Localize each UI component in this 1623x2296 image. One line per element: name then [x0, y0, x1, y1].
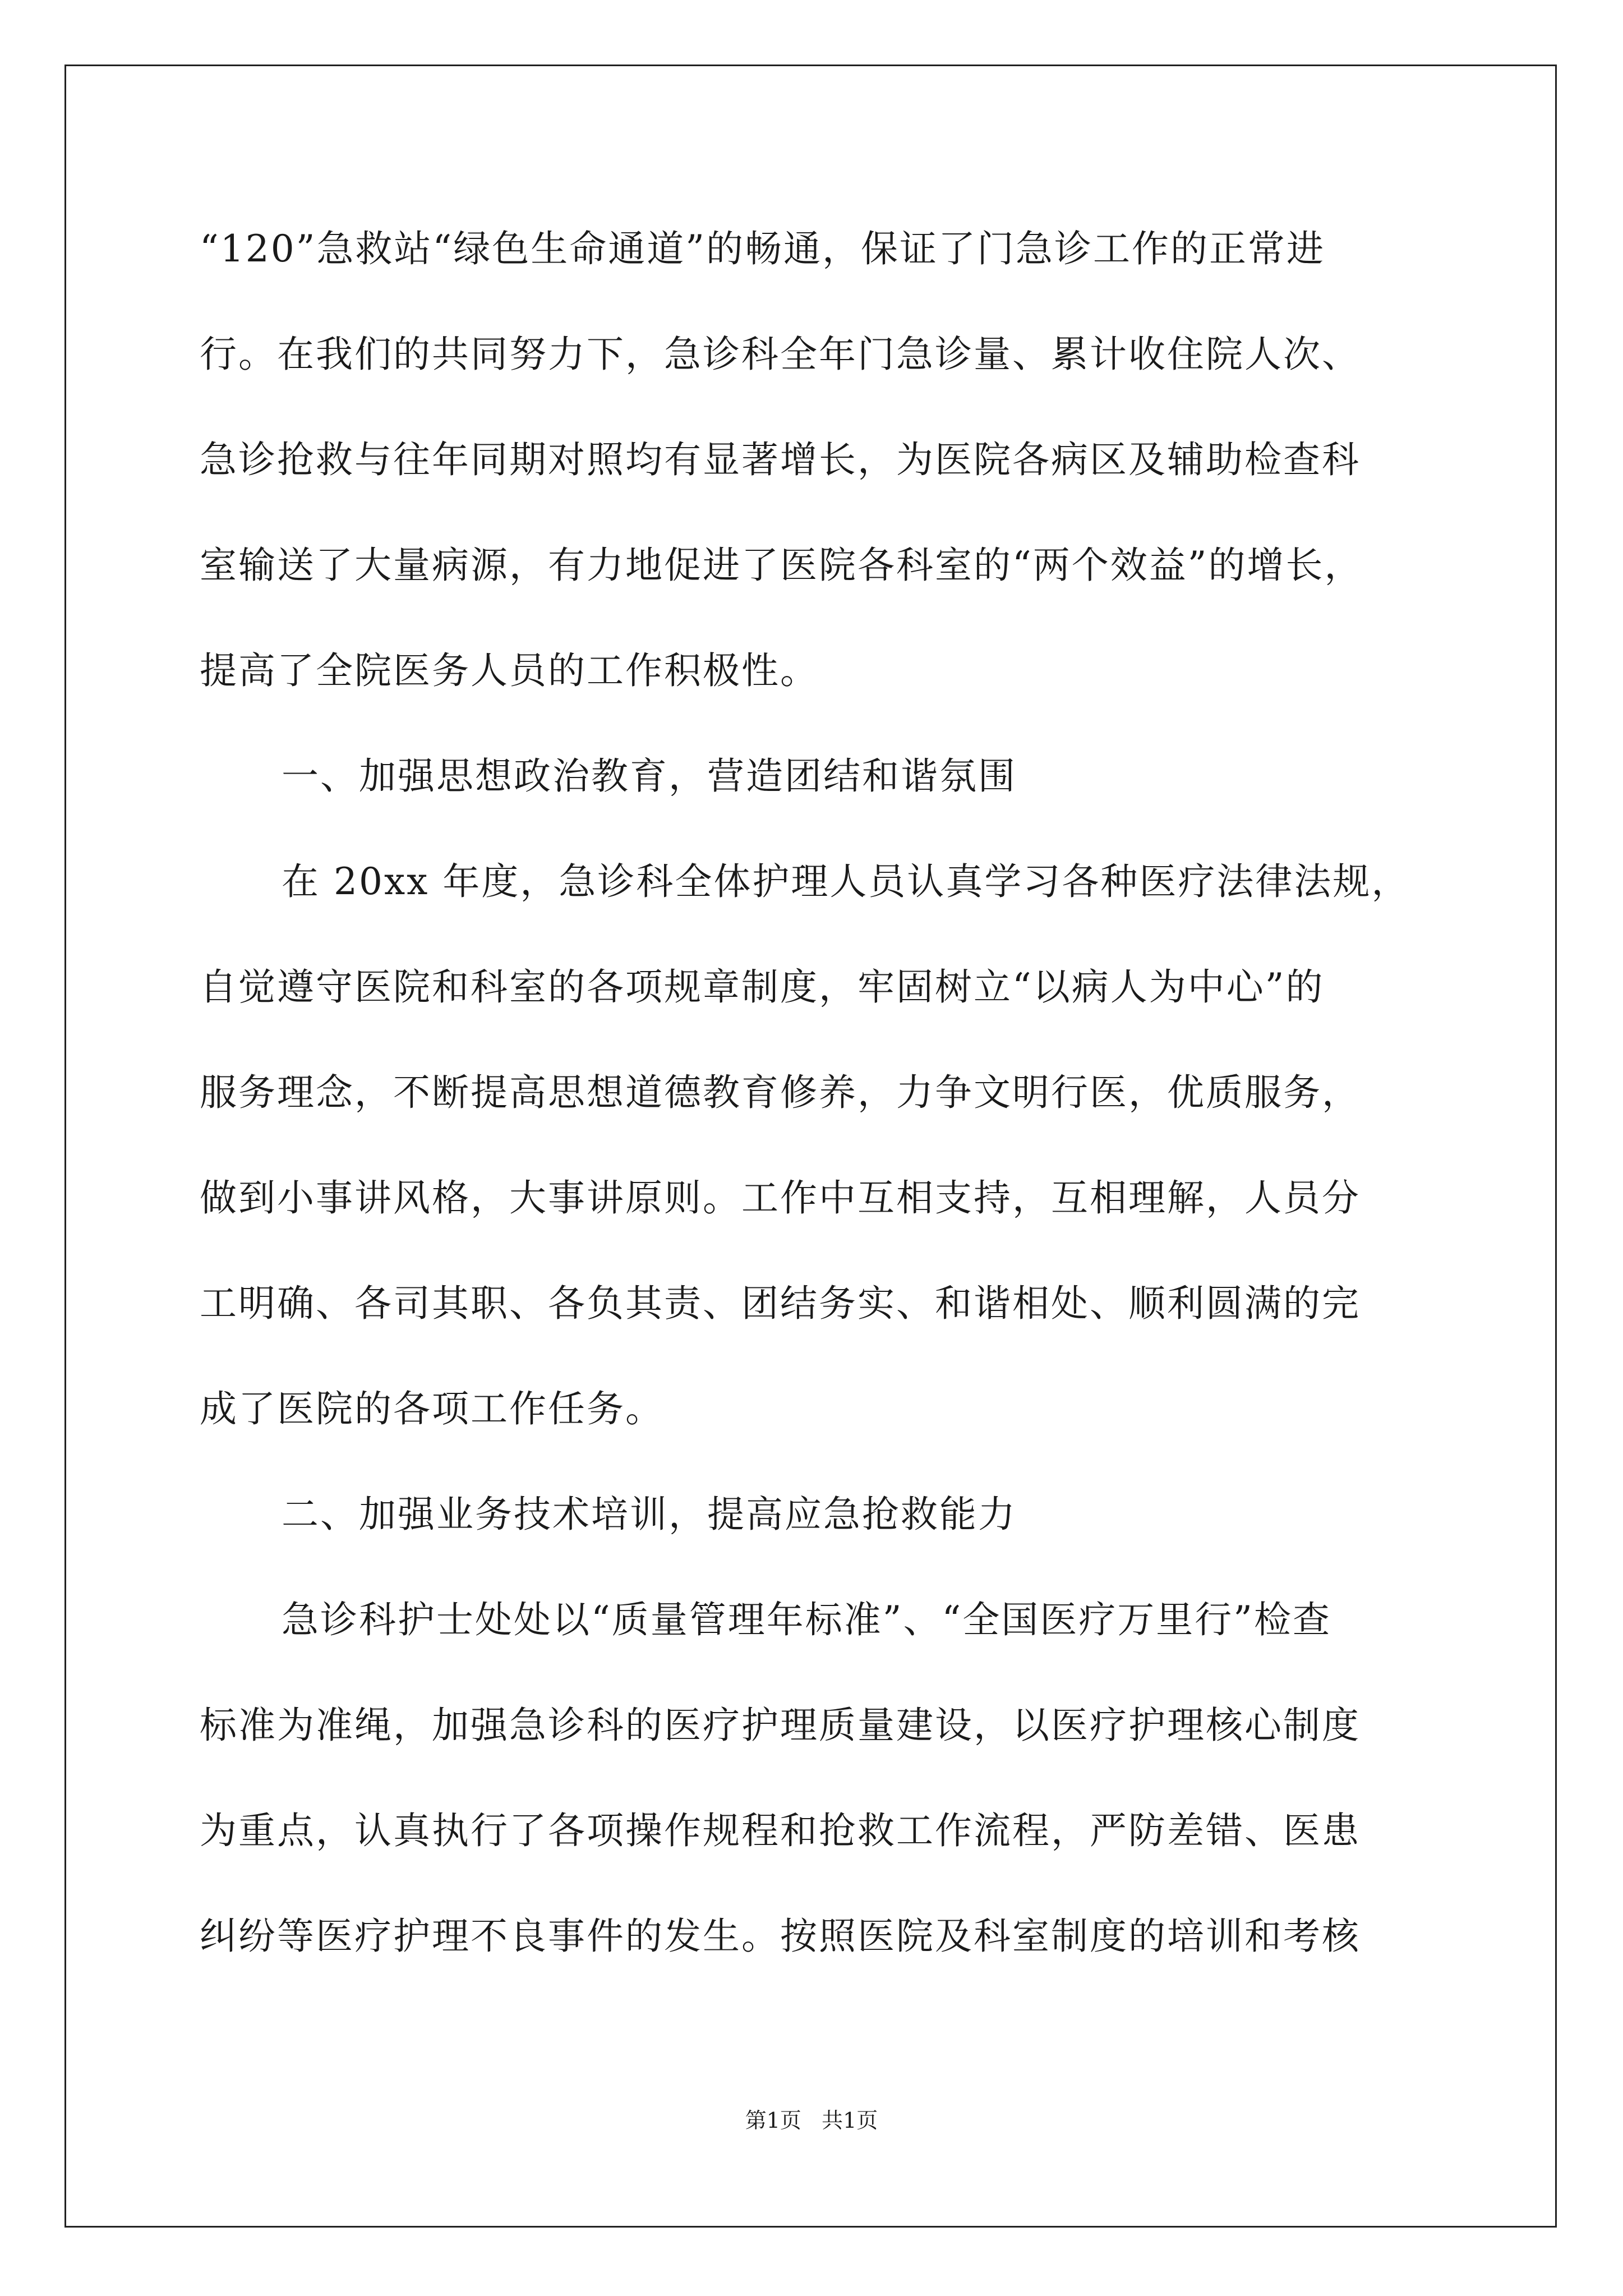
text-line: 服务理念，不断提高思想道德教育修养，力争文明行医，优质服务， [200, 1071, 1361, 1114]
text-line: 行。在我们的共同努力下，急诊科全年门急诊量、累计收住院人次、 [200, 333, 1361, 376]
text-line: 工明确、各司其职、各负其责、团结务实、和谐相处、顺利圆满的完 [200, 1282, 1361, 1325]
section-heading: 一、加强思想政治教育，营造团结和谐氛围 [282, 754, 1017, 798]
text-line: 在 20xx 年度，急诊科全体护理人员认真学习各种医疗法律法规， [282, 860, 1410, 903]
text-line: 成了医院的各项工作任务。 [200, 1387, 664, 1430]
text-line: 为重点，认真执行了各项操作规程和抢救工作流程，严防差错、医患 [200, 1809, 1361, 1852]
section-heading: 二、加强业务技术培训，提高应急抢救能力 [282, 1493, 1017, 1536]
text-line: 急诊抢救与往年同期对照均有显著增长，为医院各病区及辅助检查科 [200, 438, 1361, 481]
text-line: 自觉遵守医院和科室的各项规章制度，牢固树立“以病人为中心”的 [200, 965, 1325, 1009]
text-line: 提高了全院医务人员的工作积极性。 [200, 649, 819, 692]
text-line: 标准为准绳，加强急诊科的医疗护理质量建设，以医疗护理核心制度 [200, 1704, 1361, 1747]
page-footer: 第1页 共1页 [745, 2108, 878, 2133]
text-line: 室输送了大量病源，有力地促进了医院各科室的“两个效益”的增长， [200, 544, 1363, 587]
text-line: “120”急救站“绿色生命通道”的畅通，保证了门急诊工作的正常进 [200, 227, 1325, 270]
text-line: 纠纷等医疗护理不良事件的发生。按照医院及科室制度的培训和考核 [200, 1915, 1361, 1958]
document-body [200, 216, 1433, 2009]
text-line: 急诊科护士处处以“质量管理年标准”、“全国医疗万里行”检查 [282, 1598, 1331, 1641]
text-line: 做到小事讲风格，大事讲原则。工作中互相支持，互相理解，人员分 [200, 1176, 1361, 1220]
